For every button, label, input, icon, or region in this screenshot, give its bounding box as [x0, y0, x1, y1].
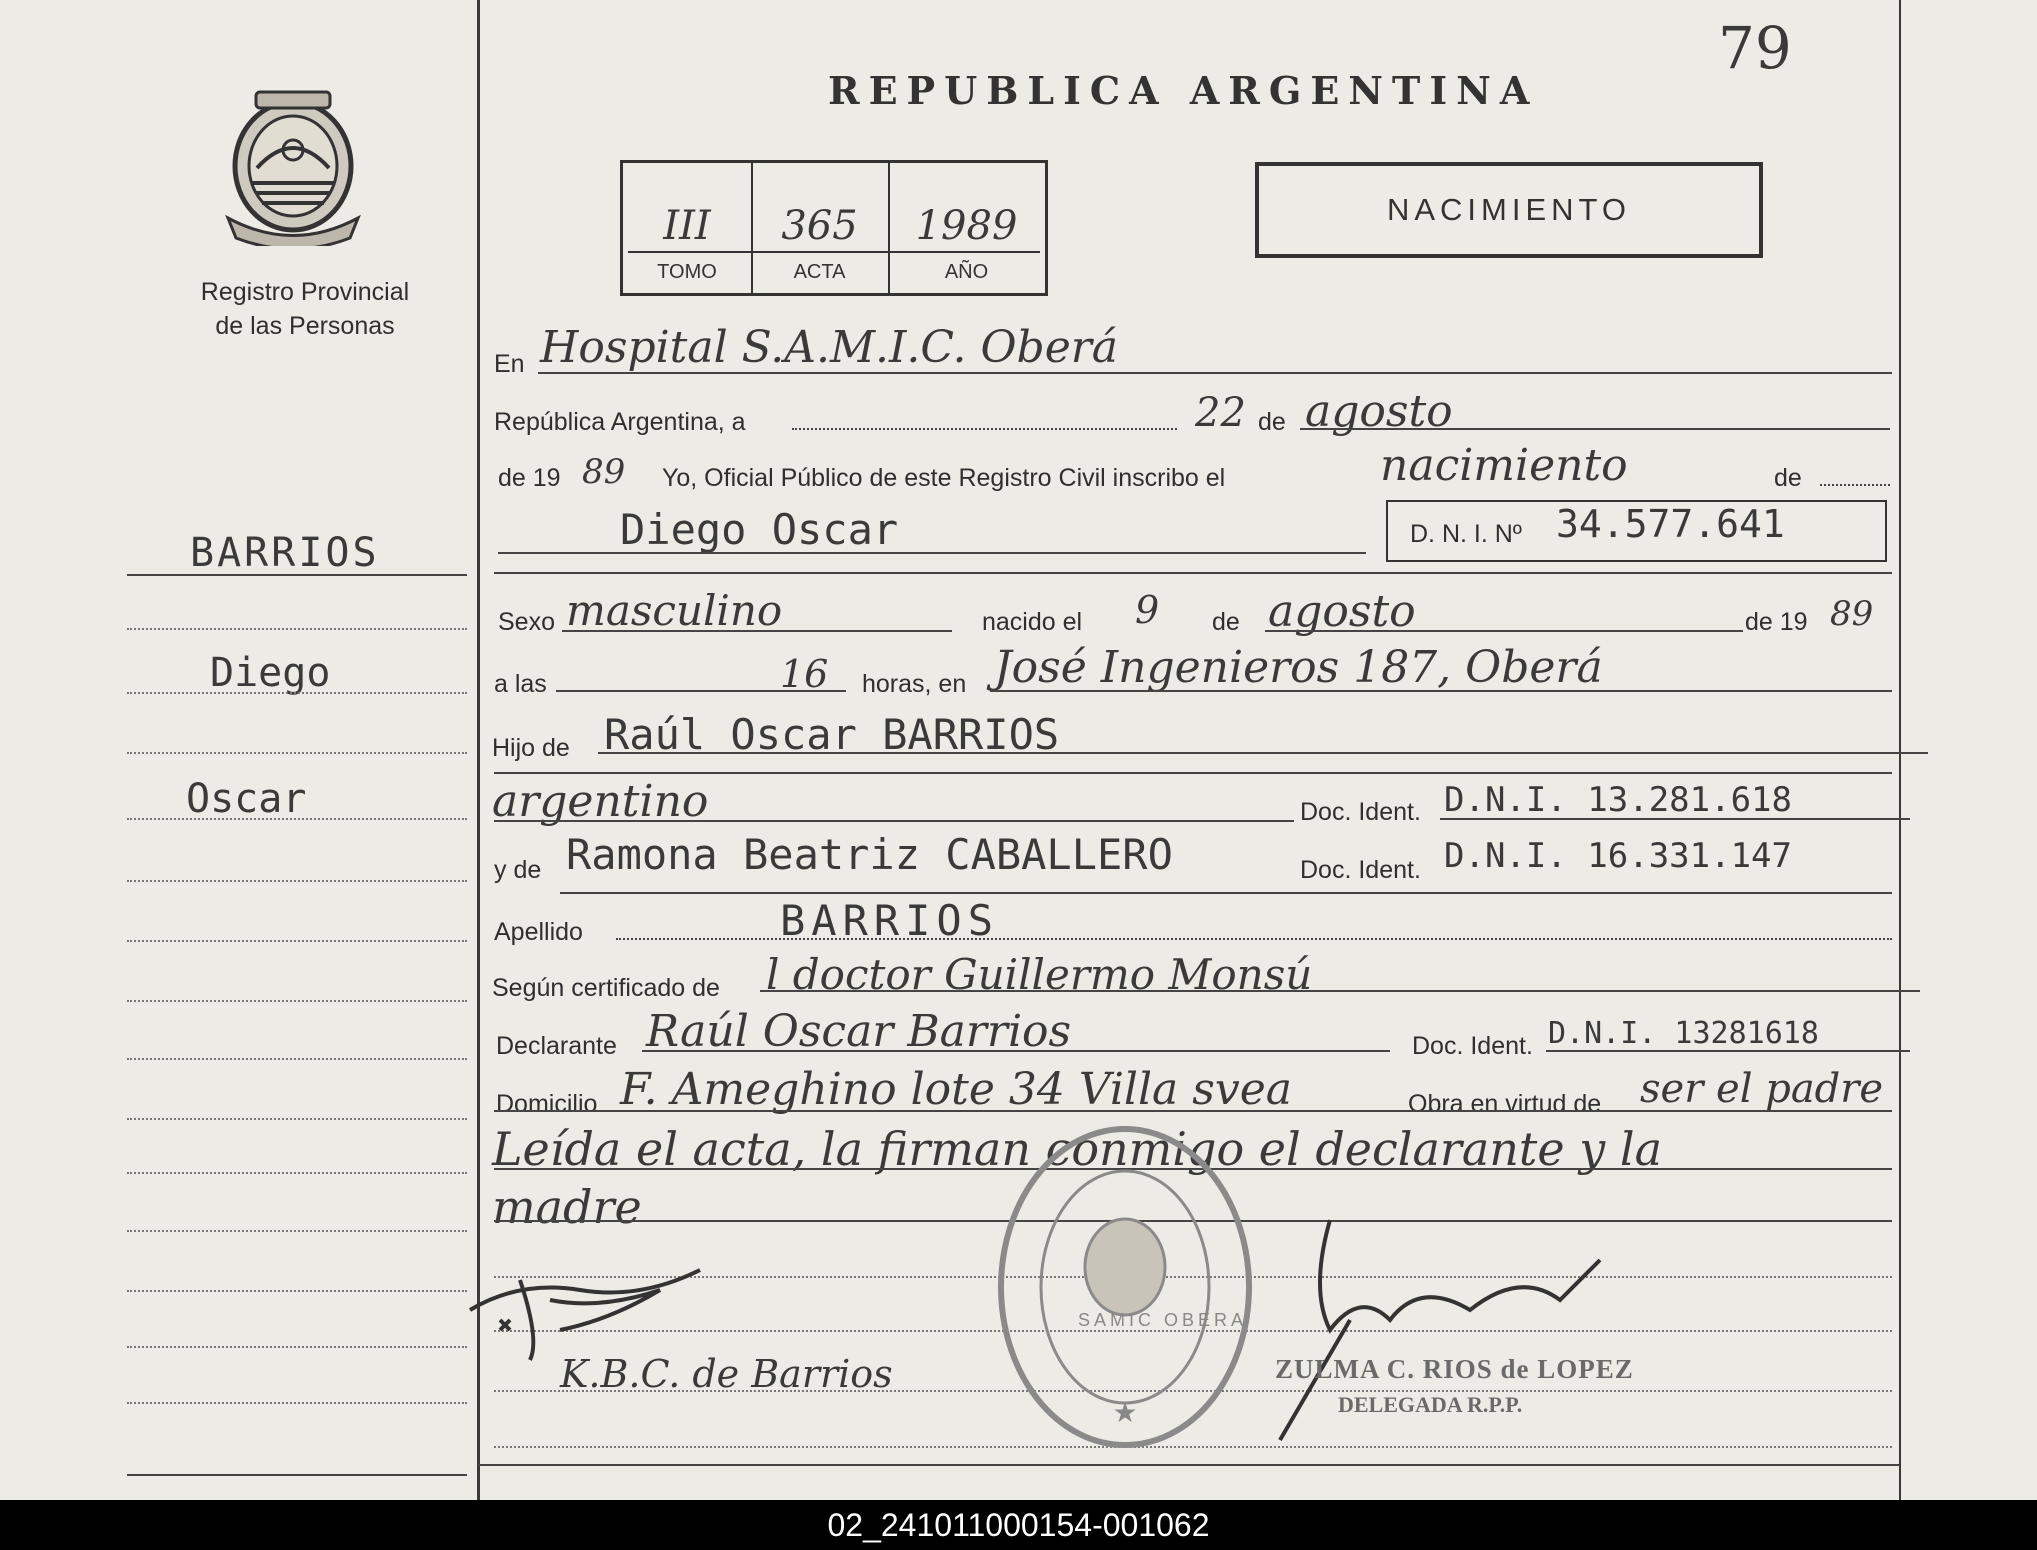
round-stamp-icon [995, 1122, 1255, 1452]
country-header: REPUBLICA ARGENTINA [828, 68, 1539, 113]
tomo-value: III [663, 203, 711, 249]
alas-label: a las [494, 670, 547, 698]
dni-value: 34.577.641 [1556, 502, 1785, 546]
registry-title-line2: de las Personas [215, 312, 395, 340]
yo-text: Yo, Oficial Público de este Registro Civil inscribo el [662, 464, 1226, 492]
birth-year-suffix: 89 [1830, 594, 1874, 634]
declarante-value: Raúl Oscar Barrios [646, 1006, 1072, 1057]
sexo-label: Sexo [498, 608, 555, 636]
en-value: Hospital S.A.M.I.C. Oberá [540, 322, 1118, 373]
de-label2: de [1774, 464, 1802, 492]
registry-title-line1: Registro Provincial [200, 278, 410, 306]
nacido-label: nacido el [982, 608, 1083, 636]
segun-value: l doctor Guillermo Monsú [766, 950, 1313, 999]
margin-name1: Diego [210, 650, 331, 696]
hour-value: 16 [780, 652, 829, 696]
sexo-value: masculino [566, 586, 783, 635]
month-value: agosto [1305, 386, 1453, 437]
domicilio-label: Domicilio [496, 1090, 598, 1118]
official-stamp-name: ZULMA C. RIOS de LOPEZ [1275, 1354, 1634, 1384]
right-border [1899, 0, 1901, 1500]
svg-text:★: ★ [1112, 1396, 1138, 1429]
act-value: nacimiento [1380, 440, 1628, 491]
official-stamp-title: DELEGADA R.P.P. [1338, 1392, 1523, 1417]
birth-year-prefix: de 19 [1745, 608, 1808, 636]
dni-box [1386, 500, 1887, 562]
de-label3: de [1212, 608, 1240, 636]
obra-value: ser el padre [1640, 1066, 1884, 1112]
republica-label: República Argentina, a [494, 408, 746, 436]
acta-box [620, 160, 1048, 296]
father-nationality: argentino [492, 776, 709, 827]
declarante-label: Declarante [496, 1032, 617, 1060]
birth-day: 9 [1135, 588, 1160, 632]
en-label: En [494, 350, 525, 378]
margin-line [127, 692, 467, 694]
year-prefix: de 19 [498, 464, 561, 492]
mother-doc: D.N.I. 16.331.147 [1444, 836, 1792, 876]
mother-value: Ramona Beatriz CABALLERO [566, 830, 1173, 879]
acta-label: ACTA [793, 261, 846, 283]
de-label: de [1258, 408, 1286, 436]
round-stamp-inner: SAMIC OBERA [1078, 1310, 1248, 1330]
margin-line [127, 628, 467, 630]
obra-label: Obra en virtud de [1408, 1090, 1602, 1118]
bottom-border [478, 1464, 1899, 1466]
leida-line1: Leída el acta, la firman conmigo el declarante y la [492, 1122, 1663, 1176]
province-seal-icon [222, 88, 364, 246]
hijo-label: Hijo de [492, 734, 570, 762]
apellido-value: BARRIOS [780, 896, 1000, 945]
domicilio-value: F. Ameghino lote 34 Villa svea [620, 1064, 1292, 1115]
anio-value: 1989 [915, 203, 1018, 249]
father-value: Raúl Oscar BARRIOS [604, 710, 1060, 759]
acta-value: 365 [781, 203, 858, 249]
yde-label: y de [494, 856, 542, 884]
margin-name2: Oscar [186, 776, 307, 822]
document-type-box: NACIMIENTO [1255, 162, 1763, 258]
doc-ident-label: Doc. Ident. [1300, 798, 1421, 826]
form-line [538, 372, 1892, 374]
dni-label: D. N. I. Nº [1410, 520, 1522, 548]
margin-line [127, 752, 467, 754]
day-value: 22 [1195, 390, 1246, 436]
mother-signature: K.B.C. de Barrios [560, 1352, 893, 1396]
doc-ident-label-2: Doc. Ident. [1300, 856, 1421, 884]
leida-line2: madre [492, 1180, 642, 1234]
year-suffix: 89 [582, 452, 626, 492]
anio-label: AÑO [944, 261, 989, 283]
doc-ident-label-3: Doc. Ident. [1412, 1032, 1533, 1060]
place-value: José Ingenieros 187, Oberá [994, 642, 1603, 693]
segun-label: Según certificado de [492, 974, 720, 1002]
horas-label: horas, en [862, 670, 967, 698]
footer-id-bar: 02_241011000154-001062 [0, 1500, 2037, 1550]
tomo-label: TOMO [657, 261, 717, 283]
child-name: Diego Oscar [620, 505, 899, 554]
father-doc: D.N.I. 13.281.618 [1444, 780, 1792, 820]
apellido-label: Apellido [494, 918, 583, 946]
page-number: 79 [1718, 14, 1792, 82]
declarante-doc: D.N.I. 13281618 [1548, 1016, 1819, 1051]
margin-line [127, 574, 467, 576]
margin-surname: BARRIOS [190, 530, 380, 576]
birth-month: agosto [1268, 586, 1416, 637]
